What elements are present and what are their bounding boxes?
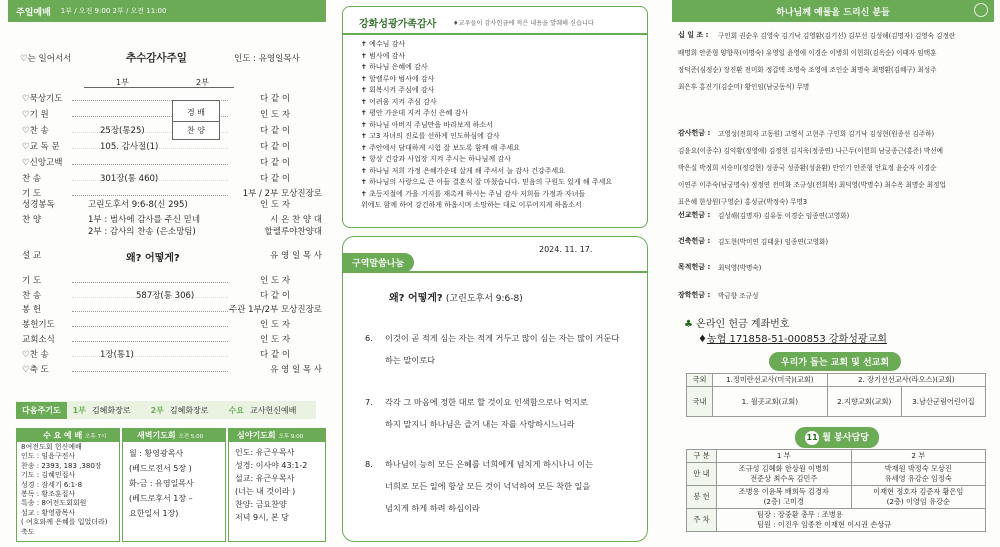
- order-item: 1부 : 범사에 감사를 주신 믿네: [88, 215, 201, 225]
- box-line: 찬송 : 2393, 183 ,380장: [21, 461, 102, 470]
- dedication-names: 표은혜 한상원(구영순) 홍성균(박정숙) 무명3: [678, 198, 808, 206]
- thanks-item: ✝ 어려움 지켜 주심 감사: [361, 97, 437, 106]
- box-line: 설교: 유근우목사: [235, 474, 295, 483]
- next-week-name-3: 교사헌신예배: [249, 405, 297, 415]
- box-line: 찬양: 금요찬양: [235, 500, 287, 509]
- dot-leader: [72, 311, 228, 312]
- order-leader: 다 같 이: [260, 291, 291, 301]
- thanks-item: ✝ 하나님 은혜에 감사: [361, 63, 428, 71]
- order-leader: 다 같 이: [260, 142, 291, 152]
- meditation-label: 구역말씀나눔: [342, 253, 414, 272]
- verse-line: 각각 그 마음에 정한 대로 할 것이요 인색함으로나 억지로: [385, 397, 588, 407]
- order-item: 25장(통25): [100, 126, 145, 136]
- thanks-item: ✝ 예수님 감사: [361, 40, 406, 48]
- dot-leader: [72, 341, 228, 342]
- next-week-tag-1: 1부: [72, 405, 86, 415]
- box-line: 화-금 : 유영일목사: [129, 479, 194, 488]
- order-leader: 다 같 이: [260, 158, 291, 168]
- meditation-box: [342, 236, 648, 542]
- order-leader: 시 온 찬 양 대: [270, 215, 322, 225]
- next-week-name-2: 김혜화장로: [169, 405, 209, 415]
- online-title: 온라인 헌금 계좌번호: [696, 319, 790, 330]
- order-label: 기 도: [22, 189, 42, 199]
- dedication-label: 십 일 조 :: [678, 31, 709, 39]
- verse-line: 하나님이 능히 모든 은혜를 너희에게 넘치게 하시나니 이는: [385, 459, 594, 469]
- verse-line: 너희로 모든 일에 항상 모든 것이 넉넉하여 모든 착한 일을: [385, 481, 591, 491]
- dedication-names: 김윤요(이종수) 김익황(정영애) 김정현 김지욱(정종연) 나근두(이헌희 남궁종근(홍준) 박선예: [678, 147, 944, 155]
- mission-cat: 국내: [687, 387, 713, 417]
- dawn-time: 오전 5:00: [178, 434, 204, 440]
- worship-box-label: 경 배: [187, 108, 205, 117]
- worship-order-panel: [8, 0, 326, 547]
- box-line: (너는 내 것이라 ): [235, 487, 296, 496]
- thanks-item: ✝ 하나님 아버지 주님만을 바라보게 하소서: [361, 120, 493, 129]
- next-week-name-1: 김혜화장로: [91, 405, 131, 415]
- dawn-prayer-box: [122, 428, 226, 542]
- mission-item: 1.정미란선교사(미국)(교회): [713, 374, 828, 387]
- order-leader: 유 영 일 목 사: [270, 365, 322, 375]
- order-item: 고린도후서 9:6-8(신 295): [88, 200, 188, 210]
- dedication-names: 박은실 박정희 서승미(정강현) 성종국 성종환(성윤환) 안인기 안준형 안효정 윤순자 이경순: [678, 164, 937, 172]
- mission-row-abroad: [687, 374, 986, 387]
- meditation-heading: [389, 289, 523, 304]
- dot-leader: [72, 371, 228, 372]
- service-head: 1 부: [717, 450, 852, 463]
- dedication-names: 최은후 홍진기(김순미) 황인임(남궁동식) 무명: [678, 83, 810, 91]
- box-line: 저녁 9시, 본 당: [235, 513, 289, 522]
- dedication-label: 선교헌금 :: [678, 211, 711, 219]
- service-head: 2 부: [851, 450, 986, 463]
- dot-leader: [72, 326, 228, 327]
- col-1bu-label: 1부: [116, 78, 129, 87]
- order-label: ♡묵상기도: [22, 94, 63, 104]
- order-label: ♡축 도: [22, 365, 49, 375]
- worship-header: [8, 0, 326, 22]
- order-label: 찬 송: [22, 174, 42, 184]
- dedication-names: 고영성(전희자 고동원) 고영식 고현주 구인회 김기낙 김성현(원종선 김주하): [718, 130, 935, 138]
- order-item: 301장(통 460): [100, 174, 159, 184]
- service-cat: 안 내: [687, 463, 717, 486]
- praise-box-label: 찬 양: [187, 126, 205, 135]
- service-cell: 조병용 이윤복 배희득 김경자 (2층) 고미경: [717, 486, 852, 509]
- thanks-item: ✝ 하나님의 사랑으로 큰 아들 결혼식 잘 마쳤습니다. 믿음의 구원도 있게 해 주세요: [361, 178, 613, 186]
- service-cell: 이재현 정호자 김준자 황은임 (2층) 이영임 유강순: [851, 486, 986, 509]
- verse-number: 6.: [365, 333, 373, 343]
- order-label: 봉헌기도: [22, 320, 55, 330]
- next-week-bar: [16, 401, 316, 419]
- mission-title: 우리가 돕는 교회 및 선교회: [769, 352, 901, 371]
- order-label: ♡기 원: [22, 110, 49, 120]
- dedication-names: 박금향 조규성: [718, 292, 759, 300]
- thanks-box: [342, 6, 648, 228]
- offerings-title: 하나님께 예물을 드리신 분들: [776, 7, 890, 18]
- dedication-label: 장학헌금 :: [678, 291, 711, 299]
- order-label: 찬 송: [22, 291, 42, 301]
- header-rule: [84, 87, 234, 88]
- service-name: 추수감사주일: [126, 52, 187, 64]
- order-item: 왜? 어떻게?: [126, 253, 180, 264]
- dot-leader: [72, 148, 228, 149]
- order-item: 587장(통 306): [136, 291, 195, 301]
- lead-pastor: 인도 : 유영일목사: [234, 54, 300, 64]
- mission-item: 2. 장기선선교사(라오스)(교회): [827, 374, 985, 387]
- offerings-header: [672, 0, 994, 22]
- verse-line: 이것이 곧 적게 심는 자는 적게 거두고 많이 심는 자는 많이 거둔다: [385, 333, 620, 343]
- thanks-item: ✝ 범사에 감사: [361, 51, 406, 60]
- box-line: 성경: 이사야 43:1-2: [235, 461, 308, 470]
- service-head: 구 분: [687, 450, 717, 463]
- next-week-tag-3: 수요: [228, 405, 244, 415]
- dot-leader: [72, 180, 228, 181]
- service-row: [687, 486, 986, 509]
- dedication-names: 김도현(박미연 김태윤) 임종연(고영화): [718, 238, 829, 246]
- box-line: (베드로후서 1장 –: [129, 494, 193, 503]
- mission-title-pill: [760, 352, 910, 371]
- order-leader: 인 도 자: [260, 110, 291, 120]
- dedication-names: 이연주 이주숙(남궁명숙) 정정연 전미화 조규성(전희복) 최덕영(박명수) 최수옥 최명순 최정업: [678, 181, 946, 189]
- box-line: (베드로전서 5장 ): [129, 464, 192, 473]
- verse-number: 8.: [365, 459, 373, 469]
- service-duty-title: [772, 427, 902, 448]
- order-leader: 다 같 이: [260, 94, 291, 104]
- thanks-item: ✝ 고3 자녀의 진로를 선하게 인도하심에 감사: [361, 132, 500, 140]
- meditation-date: 2024. 11. 17.: [539, 245, 593, 254]
- order-leader: 인 도 자: [260, 200, 291, 210]
- dot-leader: [72, 195, 228, 196]
- service-cell: 팀장 : 장중환 총무 : 조병용 팀원 : 이진우 임종찬 이재현 이시권 손상규: [717, 509, 986, 532]
- thanks-title: 강화성광가족감사: [359, 19, 437, 30]
- next-week-tag-2: 2부: [150, 405, 164, 415]
- worship-praise-box: [172, 100, 220, 140]
- box-line: 성경 : 잠세기 6:1-8: [21, 480, 83, 489]
- order-label: 기 도: [22, 276, 42, 286]
- month-badge: 11: [805, 431, 819, 445]
- box-line: 축도: [21, 527, 35, 536]
- service-cat: 주 차: [687, 509, 717, 532]
- dot-leader: [72, 297, 228, 298]
- thanks-item: ✝ 항상 건강과 사업장 지켜 주시는 하나님께 감사: [361, 155, 511, 163]
- service-row: [687, 463, 986, 486]
- mission-item: 2.지향교회(교회): [827, 387, 901, 417]
- order-label: 성경봉독: [22, 200, 55, 210]
- order-leader: 인 도 자: [260, 276, 291, 286]
- order-label: 봉 헌: [22, 305, 42, 315]
- order-leader: 주관 1부/2부 모상진장로: [229, 305, 322, 315]
- box-line: 설교 : 황영광목사: [21, 508, 76, 517]
- mission-cat: 국외: [687, 374, 713, 387]
- order-label: ♡신앙고백: [22, 158, 63, 168]
- mission-item: 3.남산군림어린이집: [901, 387, 985, 417]
- leaf-icon: [974, 3, 988, 17]
- dedication-names: 김성해(김명자) 김유동 이경순 임종연(고영화): [718, 212, 850, 220]
- box-line: 기도 : 김혜민집사: [21, 471, 76, 480]
- worship-header-times: 1부 / 오전 9:00 2부 / 오전 11:00: [60, 7, 167, 15]
- wednesday-time: 오후 7시: [85, 434, 107, 440]
- online-offering: ♣ 온라인 헌금 계좌번호 ♦농협 171858-51-000853 강화성광교회: [684, 319, 887, 345]
- order-leader: 유 영 일 목 사: [270, 251, 322, 261]
- wednesday-title: 수 요 예 배: [43, 431, 83, 440]
- online-account: 농협 171858-51-000853 강화성광교회: [706, 334, 887, 345]
- service-cell: 조규성 김혜화 한상원 이병희 전준상 최수옥 김민주: [717, 463, 852, 486]
- order-label: 찬 양: [22, 215, 42, 225]
- dedication-names: 구인회 권순우 김영숙 김기낙 김영환(김기선) 김부선 김성해(김명자) 김영숙 김정란: [718, 32, 956, 40]
- night-time: 오후 9:00: [278, 434, 304, 440]
- dedication-label: 건축헌금 :: [678, 237, 711, 245]
- box-line: 월 : 황영광목사: [129, 449, 184, 458]
- box-line: 8여전도회 헌신예배: [21, 443, 82, 451]
- order-label: ♡찬 송: [22, 350, 49, 360]
- order-leader: 다 같 이: [260, 350, 291, 360]
- worship-header-title: 주일예배: [16, 7, 51, 18]
- meditation-title: 왜? 어떻게?: [389, 293, 443, 304]
- order-label: 교회소식: [22, 335, 55, 345]
- box-line: 봉독 : 황조훈집사: [21, 490, 76, 499]
- service-title: 월 봉사담당: [822, 433, 869, 443]
- thanks-item: ✝ 주안에서 담대하게 시험 잘 보도록 함께 해 주세요: [361, 143, 520, 152]
- order-leader: 1부 / 2부 모상진장로: [242, 189, 322, 199]
- mission-row-domestic: [687, 387, 986, 417]
- order-leader: 다 같 이: [260, 174, 291, 184]
- order-leader: 할렐루야찬양대: [264, 227, 322, 237]
- order-leader: 인 도 자: [260, 335, 291, 345]
- thanks-item: ✝ 회복시켜 주심에 감사: [361, 86, 435, 94]
- night-title: 심야기도회: [237, 431, 276, 440]
- box-line: 특송 : 8여전도회회원: [21, 499, 87, 508]
- service-row: [687, 509, 986, 532]
- thanks-item: ✝ 초등지절에 가을 거지를 재촉케 하시는 주님 감사 저희들 가정과 자녀들: [361, 189, 586, 198]
- dedication-label: 목적헌금 :: [678, 263, 711, 271]
- order-leader: 다 같 이: [260, 126, 291, 136]
- thanks-item: ✝ 할렐루야 범사에 감사: [361, 74, 435, 83]
- dot-leader: [72, 282, 228, 283]
- box-line: ( 여호와께 은혜를 입었더라): [21, 518, 108, 527]
- thanks-subtitle: ♦교우들이 감사헌금에 적은 내용을 발췌해 싣습니다: [453, 20, 594, 27]
- service-table: [686, 449, 986, 532]
- thanks-item: 위에도 함께 하여 강건하게 하옵시며 소망하는 대로 이루어지게 하옵소서: [361, 201, 582, 209]
- box-line: 인도 : 임윤구전사: [21, 452, 76, 461]
- thanks-panel: [342, 0, 648, 547]
- verse-line: 하는 말이로다: [385, 355, 436, 365]
- thanks-item: ✝ 하나님 저희 가정 은혜가운데 살게 해 주셔서 늘 감사 건강주세요: [361, 166, 565, 175]
- meditation-ref: (고린도후서 9:6-8): [445, 294, 523, 304]
- dedication-names: 장덕준(심정순) 장진환 전미화 정갑택 조명숙 조영애 조인순 최명숙 최명환(김혜구) 최성주: [678, 66, 937, 74]
- order-label: 설 교: [22, 251, 42, 261]
- box-line: 인도: 유근우목사: [235, 448, 295, 457]
- dot-leader: [72, 356, 228, 357]
- order-label: ♡찬 송: [22, 126, 49, 136]
- mission-item: 1. 월곳교회(교회): [713, 387, 828, 417]
- offerings-panel: [672, 0, 994, 547]
- wednesday-service-box: [16, 428, 120, 542]
- dot-leader: [72, 164, 228, 165]
- order-item: 1장(통1): [100, 350, 134, 360]
- verse-line: 넘치게 하게 하려 하심이라: [385, 503, 480, 513]
- service-cat: 봉 헌: [687, 486, 717, 509]
- night-prayer-box: [228, 428, 326, 542]
- dedication-names: 최덕영(박명숙): [718, 264, 762, 272]
- verse-line: 하지 말지니 하나님은 즐겨 내는 자를 사랑하시느니라: [385, 419, 575, 429]
- col-2bu-label: 2부: [196, 78, 209, 87]
- order-item: 2부 : 감사의 찬송 (은소망팀): [88, 227, 196, 237]
- thanks-list: [361, 39, 645, 212]
- order-label: ♡교 독 문: [22, 142, 60, 152]
- next-week-label: 다음주기도: [16, 402, 67, 419]
- thanks-item: ✝ 평안 가운데 지켜 주신 은혜 감사: [361, 109, 469, 117]
- service-head-row: [687, 450, 986, 463]
- verse-number: 7.: [365, 397, 373, 407]
- order-leader: 인 도 자: [260, 320, 291, 330]
- stand-note: ♡는 일어서서: [20, 54, 72, 64]
- dedication-names: 배명희 안준형 양향묵(이명숙) 유영일 윤영애 이경순 이병희 이헌희(김옥순) 이태자 임택훈: [678, 49, 937, 57]
- box-line: 요한일서 1장): [129, 509, 179, 518]
- mission-table: [686, 373, 986, 417]
- service-cell: 박재원 박정숙 모상진 유세영 유강순 임정숙: [851, 463, 986, 486]
- dawn-title: 새벽기도회: [137, 431, 176, 440]
- dedication-label: 감사헌금 :: [678, 129, 711, 137]
- order-item: 105. 감사절(1): [100, 142, 159, 152]
